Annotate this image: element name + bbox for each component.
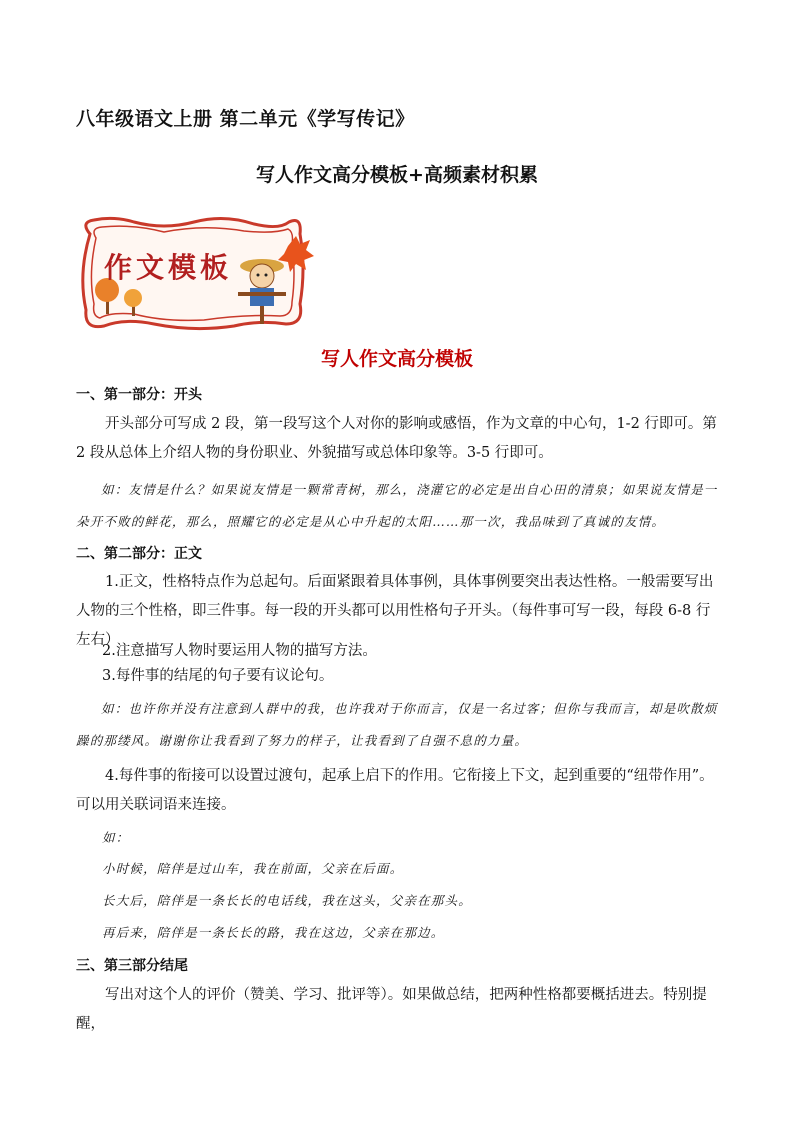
part2-item4: 4.每件事的衔接可以设置过渡句，起承上启下的作用。它衔接上下文，起到重要的“纽带作用”。可以用关联词语来连接。 [76, 768, 714, 813]
part1-example: 如：友情是什么？如果说友情是一颗常青树，那么，浇灌它的必定是出自心田的清泉；如果说友情是一朵开不败的鲜花，那么，照耀它的必定是从心中升起的太阳……那一次，我品味到了真诚的友情。 [76, 482, 718, 529]
list-item: 再后来，陪伴是一条长长的路，我在这边，父亲在那边。 [102, 925, 445, 940]
part3-body: 写出对这个人的评价（赞美、学习、批评等）。如果做总结，把两种性格都要概括进去。特别提醒， [76, 987, 707, 1032]
part2-example1: 如：也许你并没有注意到人群中的我，也许我对于你而言，仅是一名过客；但你与我而言，却是吹散烦躁的那缕风。谢谢你让我看到了努力的样子，让我看到了自强不息的力量。 [76, 701, 718, 748]
part2-example2-intro: 如： [102, 830, 130, 845]
banner-label: 作文模板 [104, 251, 233, 284]
part3-heading: 三、第三部分结尾 [76, 958, 188, 974]
part2-item3: 3.每件事的结尾的句子要有议论句。 [102, 668, 334, 684]
section-title: 写人作文高分模板 [320, 348, 473, 370]
document-title: 八年级语文上册 第二单元《学写传记》 [76, 108, 415, 130]
list-item: 长大后，陪伴是一条长长的电话线，我在这头，父亲在那头。 [102, 893, 472, 908]
part1-body: 开头部分可写成 2 段，第一段写这个人对你的影响或感悟，作为文章的中心句，1-2 行即可。第 2 段从总体上介绍人物的身份职业、外貌描写或总体印象等。3-5 行即可。 [76, 416, 717, 461]
document-subtitle: 写人作文高分模板+高频素材积累 [256, 164, 538, 186]
list-item: 小时候，陪伴是过山车，我在前面，父亲在后面。 [102, 861, 404, 876]
banner-illustration [74, 214, 314, 332]
part1-heading: 一、第一部分：开头 [76, 387, 202, 403]
part2-heading: 二、第二部分：正文 [76, 546, 202, 562]
part2-item2: 2.注意描写人物时要运用人物的描写方法。 [102, 643, 377, 659]
part2-item1: 1.正文，性格特点作为总起句。后面紧跟着具体事例，具体事例要突出表达性格。一般需要写出人物的三个性格，即三件事。每一段的开头都可以用性格句子开头。（每件事可写一段，每段 6-8 行左右） [76, 574, 714, 648]
